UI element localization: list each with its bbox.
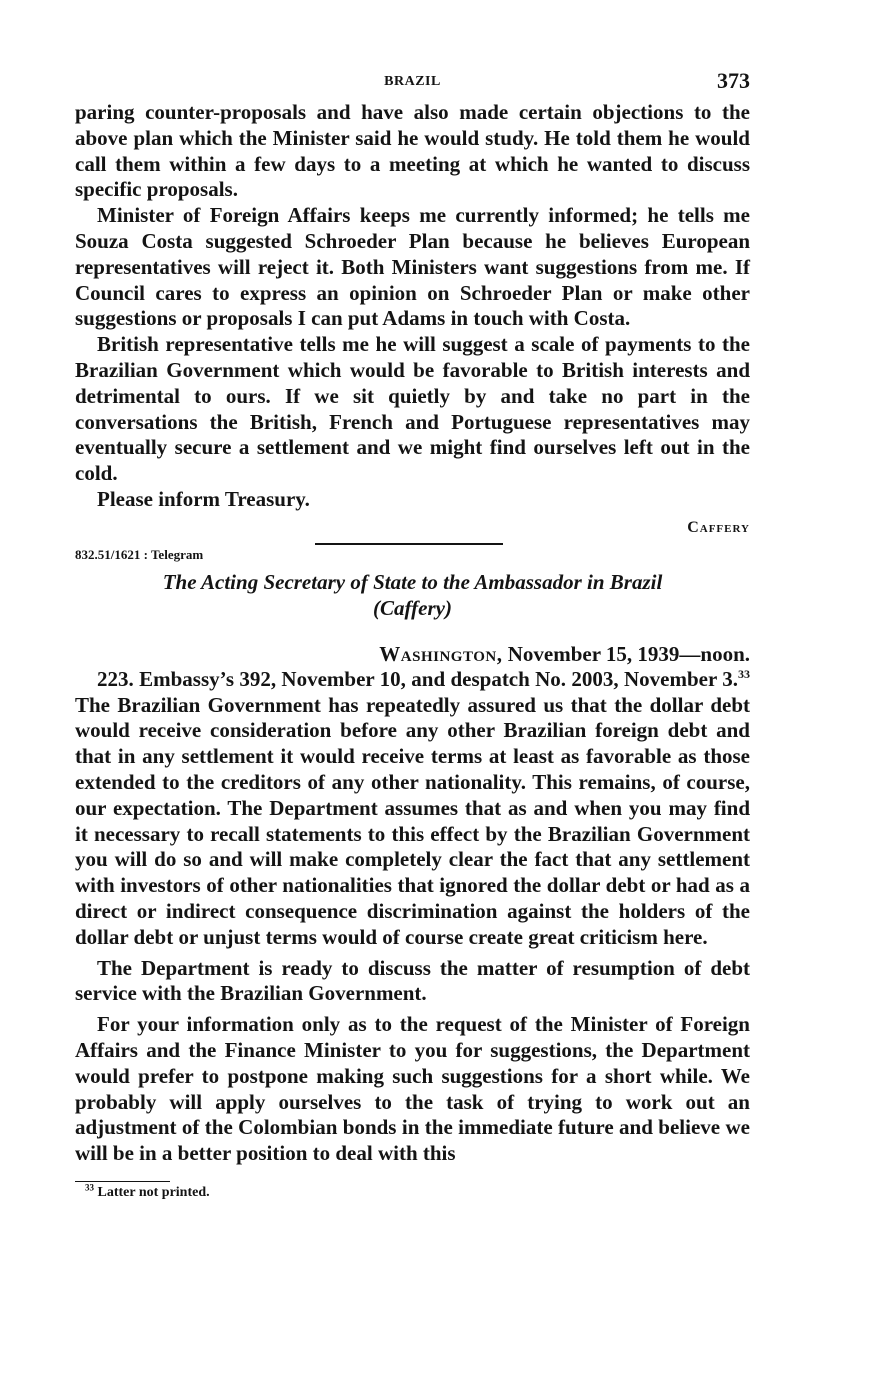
telegram-paragraph-1-rest: The Brazilian Government has repeatedly assured us that the dollar debt would receive consideration before any other Brazilian foreign debt and that in any settlement it would receive terms at least as favorable as those extended to the creditors of any other nationality. This remains, of course, our expectation. The Department assumes that as and when you may find it necessary to recall statements to this effect by the Brazilian Government you will do so and will make completely clear the fact that any settlement with investors of other nationalities that ignored the dollar debt or had as a direct or indirect consequence discrimination against the holders of the dollar debt or unjust terms would of course create great criticism here. — [75, 692, 750, 949]
telegram-paragraph-3: For your information only as to the request of the Minister of Foreign Affairs and the Finance Minister to you for suggestions, the Department would prefer to postpone making such suggestions for a short while. We probably will apply ourselves to the task of trying to work out an adjustment of the Colombian bonds in the immediate future and believe we will be in a better position to deal with this — [75, 1012, 750, 1166]
signature: Caffery — [687, 518, 750, 536]
dateline — [75, 641, 750, 667]
page-number: 373 — [717, 68, 750, 93]
document-page — [75, 66, 750, 1201]
dateline-place: Washington, — [379, 641, 503, 666]
footnote — [75, 1182, 750, 1201]
section-divider — [315, 543, 503, 545]
running-head: BRAZIL — [384, 74, 441, 89]
document-title-line-2: (Caffery) — [373, 595, 452, 620]
continuation-paragraph-3: British representative tells me he will suggest a scale of payments to the Brazilian Government which would be favorable to British interests and detrimental to ours. If we sit quietly by and take no part in the conversations the British, French and Portuguese representatives may eventually secure a settlement and we might find ourselves left out in the cold. — [75, 332, 750, 486]
dateline-date: November 15, 1939—noon. — [507, 641, 750, 666]
footnote-marker: 33 — [85, 1182, 94, 1193]
footnote-text: Latter not printed. — [94, 1184, 210, 1200]
continuation-paragraph-1: paring counter-proposals and have also made certain objections to the above plan which the Minister said he would study. He told them he would call them within a few days to a meeting at which he wanted to discuss specific proposals. — [75, 100, 750, 202]
page-header — [75, 66, 750, 100]
telegram-paragraph-1-start: 223. Embassy’s 392, November 10, and despatch No. 2003, November 3. — [97, 666, 738, 691]
telegram-paragraph-2: The Department is ready to discuss the matter of resumption of debt service with the Brazilian Government. — [75, 955, 750, 1006]
footnote-reference: 33 — [738, 666, 750, 681]
document-reference: 832.51/1621 : Telegram — [75, 546, 204, 562]
document-title — [75, 569, 750, 621]
document-title-line-1: The Acting Secretary of State to the Ambassador in Brazil — [162, 569, 663, 594]
section-divider-row — [75, 543, 750, 565]
telegram-paragraph-1 — [75, 667, 750, 951]
continuation-paragraph-2: Minister of Foreign Affairs keeps me currently informed; he tells me Souza Costa suggested Schroeder Plan because he believes European representatives will reject it. Both Ministers want suggestions from me. If Council cares to express an opinion on Schroeder Plan or make other suggestions or proposals I can put Adams in touch with Costa. — [75, 203, 750, 331]
continuation-paragraph-4: Please inform Treasury. — [97, 486, 310, 511]
